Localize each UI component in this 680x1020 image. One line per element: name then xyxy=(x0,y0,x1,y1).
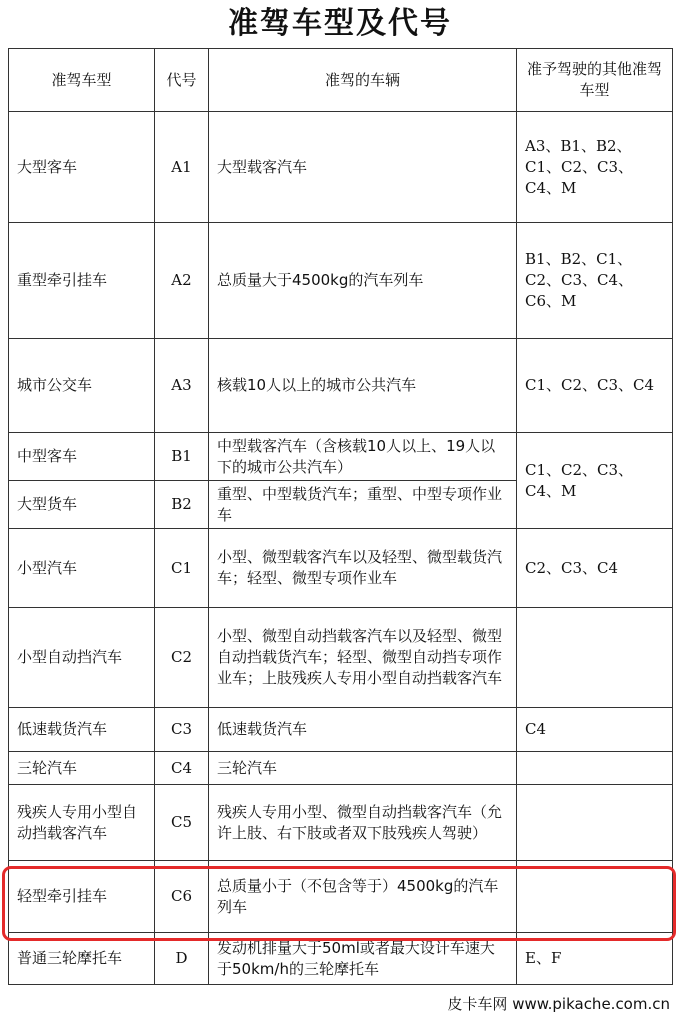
cell-code: A2 xyxy=(155,223,209,339)
cell-code: B2 xyxy=(155,481,209,529)
cell-code: C1 xyxy=(155,529,209,608)
cell-type: 三轮汽车 xyxy=(9,752,155,785)
cell-type: 大型客车 xyxy=(9,112,155,223)
cell-vehicles: 小型、微型载客汽车以及轻型、微型载货汽车；轻型、微型专项作业车 xyxy=(209,529,517,608)
cell-type: 低速载货汽车 xyxy=(9,708,155,752)
header-code: 代号 xyxy=(155,49,209,112)
table-row xyxy=(9,529,673,608)
cell-code: C5 xyxy=(155,785,209,861)
cell-others xyxy=(517,752,673,785)
cell-others: E、F xyxy=(517,933,673,985)
cell-type: 大型货车 xyxy=(9,481,155,529)
table-row xyxy=(9,752,673,785)
cell-type: 城市公交车 xyxy=(9,339,155,433)
cell-others: C2、C3、C4 xyxy=(517,529,673,608)
table-row xyxy=(9,785,673,861)
cell-vehicles: 总质量小于（不包含等于）4500kg的汽车列车 xyxy=(209,861,517,933)
table-row xyxy=(9,112,673,223)
table-header-row xyxy=(9,49,673,112)
cell-vehicles: 残疾人专用小型、微型自动挡载客汽车（允许上肢、右下肢或者双下肢残疾人驾驶） xyxy=(209,785,517,861)
license-type-table xyxy=(8,48,673,985)
cell-code: B1 xyxy=(155,433,209,481)
cell-type: 轻型牵引挂车 xyxy=(9,861,155,933)
cell-type: 重型牵引挂车 xyxy=(9,223,155,339)
cell-others xyxy=(517,785,673,861)
cell-vehicles: 低速载货汽车 xyxy=(209,708,517,752)
cell-vehicles: 重型、中型载货汽车；重型、中型专项作业车 xyxy=(209,481,517,529)
cell-vehicles: 三轮汽车 xyxy=(209,752,517,785)
table-row xyxy=(9,608,673,708)
cell-type: 普通三轮摩托车 xyxy=(9,933,155,985)
cell-code: C6 xyxy=(155,861,209,933)
cell-others: B1、B2、C1、C2、C3、C4、C6、M xyxy=(517,223,673,339)
cell-others: C1、C2、C3、C4 xyxy=(517,339,673,433)
cell-code: D xyxy=(155,933,209,985)
cell-code: A3 xyxy=(155,339,209,433)
watermark: 皮卡车网 www.pikache.com.cn xyxy=(447,995,670,1013)
table-row xyxy=(9,223,673,339)
table-row xyxy=(9,339,673,433)
cell-type: 小型自动挡汽车 xyxy=(9,608,155,708)
cell-others: C4 xyxy=(517,708,673,752)
cell-vehicles: 中型载客汽车（含核载10人以上、19人以下的城市公共汽车） xyxy=(209,433,517,481)
cell-vehicles: 小型、微型自动挡载客汽车以及轻型、微型自动挡载货汽车；轻型、微型自动挡专项作业车；上肢残疾人专用小型自动挡载客汽车 xyxy=(209,608,517,708)
header-vehicles: 准驾的车辆 xyxy=(209,49,517,112)
cell-others: C1、C2、C3、C4、M xyxy=(517,433,673,529)
cell-type: 小型汽车 xyxy=(9,529,155,608)
table-row xyxy=(9,708,673,752)
cell-others xyxy=(517,608,673,708)
cell-code: C4 xyxy=(155,752,209,785)
cell-vehicles: 总质量大于4500kg的汽车列车 xyxy=(209,223,517,339)
cell-type: 残疾人专用小型自动挡载客汽车 xyxy=(9,785,155,861)
cell-vehicles: 核载10人以上的城市公共汽车 xyxy=(209,339,517,433)
cell-vehicles: 大型载客汽车 xyxy=(209,112,517,223)
cell-code: C2 xyxy=(155,608,209,708)
cell-vehicles: 发动机排量大于50ml或者最大设计车速大于50km/h的三轮摩托车 xyxy=(209,933,517,985)
header-type: 准驾车型 xyxy=(9,49,155,112)
table-row xyxy=(9,433,673,481)
cell-others: A3、B1、B2、C1、C2、C3、C4、M xyxy=(517,112,673,223)
cell-code: A1 xyxy=(155,112,209,223)
page-title: 准驾车型及代号 xyxy=(228,6,452,41)
header-others: 准予驾驶的其他准驾车型 xyxy=(517,49,673,112)
cell-code: C3 xyxy=(155,708,209,752)
cell-type: 中型客车 xyxy=(9,433,155,481)
highlight-box xyxy=(2,866,676,941)
